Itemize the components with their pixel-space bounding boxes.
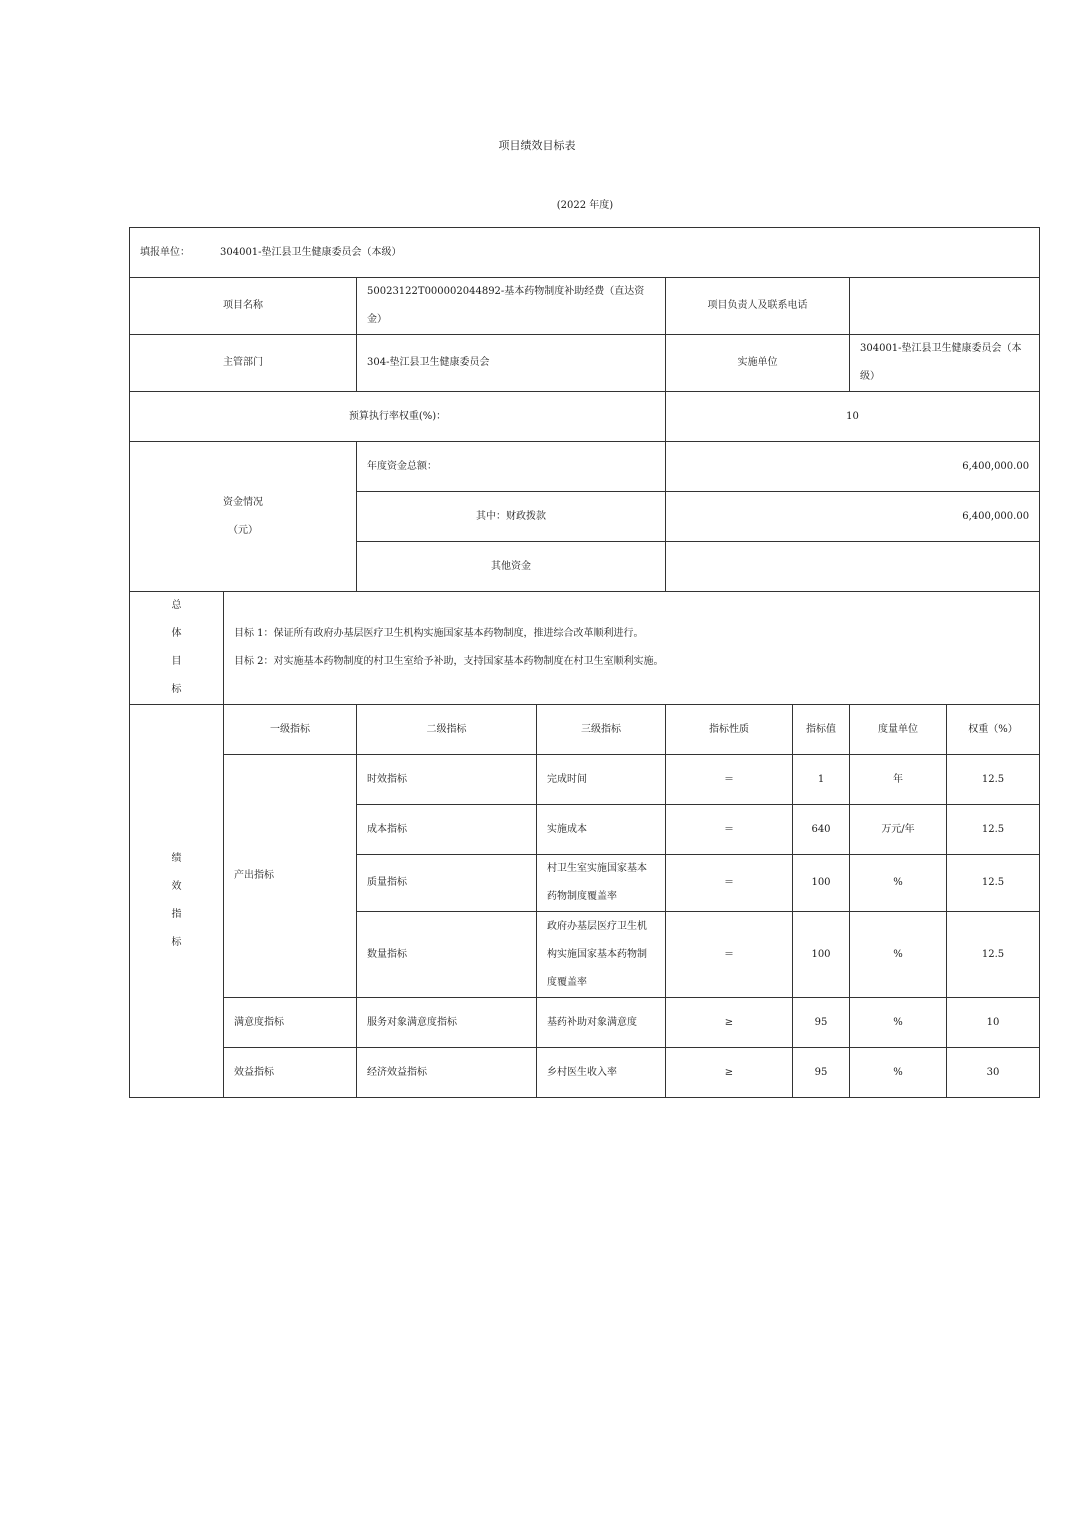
- row-l3: 实施成本: [537, 805, 666, 855]
- sat-l3: 基药补助对象满意度: [537, 998, 666, 1048]
- funds-fiscal-value: 6,400,000.00: [666, 492, 1040, 542]
- benefit-weight: 30: [947, 1048, 1040, 1098]
- row-l3: 完成时间: [537, 755, 666, 805]
- project-row: [130, 278, 1040, 335]
- header-value: 指标值: [793, 705, 850, 755]
- row-weight: 12.5: [947, 755, 1040, 805]
- table-row: [130, 998, 1040, 1048]
- funds-fiscal-label: 其中：财政拨款: [357, 492, 666, 542]
- goal-label: [130, 592, 224, 705]
- dept-label: 主管部门: [130, 335, 357, 392]
- budget-rate-value: 10: [666, 392, 1040, 442]
- benefit-unit: %: [850, 1048, 947, 1098]
- row-value: 100: [793, 912, 850, 998]
- perf-label-char: 绩: [171, 853, 182, 864]
- row-nature: ＝: [666, 805, 793, 855]
- budget-rate-label: 预算执行率权重(%)：: [130, 392, 666, 442]
- row-unit: %: [850, 912, 947, 998]
- benefit-l1: 效益指标: [224, 1048, 357, 1098]
- sat-nature: ≥: [666, 998, 793, 1048]
- output-label: 产出指标: [224, 755, 357, 998]
- funds-total-value: 6,400,000.00: [666, 442, 1040, 492]
- funds-other-label: 其他资金: [357, 542, 666, 592]
- goal-item-1: 目标 1：保证所有政府办基层医疗卫生机构实施国家基本药物制度，推进综合改革顺利进行。: [234, 628, 644, 639]
- funds-total-label: 年度资金总额：: [357, 442, 666, 492]
- header-weight: 权重（%）: [947, 705, 1040, 755]
- benefit-l2: 经济效益指标: [357, 1048, 537, 1098]
- goal-label-char: 体: [171, 628, 182, 639]
- goal-label-char: 总: [171, 600, 182, 611]
- row-l2: 质量指标: [357, 855, 537, 912]
- impl-value: 304001-垫江县卫生健康委员会（本级）: [850, 335, 1040, 392]
- header-l3: 三级指标: [537, 705, 666, 755]
- header-l1: 一级指标: [224, 705, 357, 755]
- goal-item-2: 目标 2：对实施基本药物制度的村卫生室给予补助，支持国家基本药物制度在村卫生室顺利实施。: [234, 656, 664, 667]
- funds-label-line1: 资金情况: [223, 496, 263, 508]
- row-l3: 政府办基层医疗卫生机构实施国家基本药物制度覆盖率: [537, 912, 666, 998]
- row-value: 100: [793, 855, 850, 912]
- perf-header-row: [130, 705, 1040, 755]
- row-weight: 12.5: [947, 805, 1040, 855]
- row-nature: ＝: [666, 855, 793, 912]
- row-unit: 年: [850, 755, 947, 805]
- performance-table: [129, 227, 1040, 1098]
- funds-total-row: [130, 442, 1040, 492]
- benefit-nature: ≥: [666, 1048, 793, 1098]
- row-l2: 数量指标: [357, 912, 537, 998]
- funds-label: [130, 442, 357, 592]
- header-l2: 二级指标: [357, 705, 537, 755]
- row-l3: 村卫生室实施国家基本药物制度覆盖率: [537, 855, 666, 912]
- filler-label: 填报单位：: [140, 246, 190, 258]
- funds-other-value: [666, 542, 1040, 592]
- contact-label: 项目负责人及联系电话: [666, 278, 850, 335]
- table-row: [130, 755, 1040, 805]
- perf-label-char: 指: [171, 909, 182, 920]
- dept-row: [130, 335, 1040, 392]
- goal-row: [130, 592, 1040, 705]
- benefit-l3: 乡村医生收入率: [537, 1048, 666, 1098]
- sat-l1: 满意度指标: [224, 998, 357, 1048]
- sat-l2: 服务对象满意度指标: [357, 998, 537, 1048]
- row-nature: ＝: [666, 755, 793, 805]
- goal-label-char: 标: [171, 684, 182, 695]
- table-row: [130, 1048, 1040, 1098]
- impl-label: 实施单位: [666, 335, 850, 392]
- filler-row: [130, 228, 1040, 278]
- dept-value: 304-垫江县卫生健康委员会: [357, 335, 666, 392]
- header-nature: 指标性质: [666, 705, 793, 755]
- row-weight: 12.5: [947, 912, 1040, 998]
- row-value: 640: [793, 805, 850, 855]
- row-value: 1: [793, 755, 850, 805]
- project-name-value: 50023122T000002044892-基本药物制度补助经费（直达资金）: [357, 278, 666, 335]
- row-l2: 时效指标: [357, 755, 537, 805]
- benefit-value: 95: [793, 1048, 850, 1098]
- goal-content: [224, 592, 1040, 705]
- perf-label: [130, 705, 224, 1098]
- project-name-label: 项目名称: [130, 278, 357, 335]
- filler-value: 304001-垫江县卫生健康委员会（本级）: [220, 246, 402, 258]
- funds-label-line2: （元）: [228, 524, 258, 536]
- row-unit: %: [850, 855, 947, 912]
- goal-label-char: 目: [171, 656, 182, 667]
- header-unit: 度量单位: [850, 705, 947, 755]
- year-subtitle: (2022 年度): [556, 200, 614, 211]
- sat-unit: %: [850, 998, 947, 1048]
- sat-value: 95: [793, 998, 850, 1048]
- contact-value: [850, 278, 1040, 335]
- budget-rate-row: [130, 392, 1040, 442]
- page-title: 项目绩效目标表: [498, 139, 576, 152]
- filler-cell: [130, 228, 1040, 278]
- sat-weight: 10: [947, 998, 1040, 1048]
- row-nature: ＝: [666, 912, 793, 998]
- row-weight: 12.5: [947, 855, 1040, 912]
- row-unit: 万元/年: [850, 805, 947, 855]
- perf-label-char: 效: [171, 881, 182, 892]
- row-l2: 成本指标: [357, 805, 537, 855]
- perf-label-char: 标: [171, 937, 182, 948]
